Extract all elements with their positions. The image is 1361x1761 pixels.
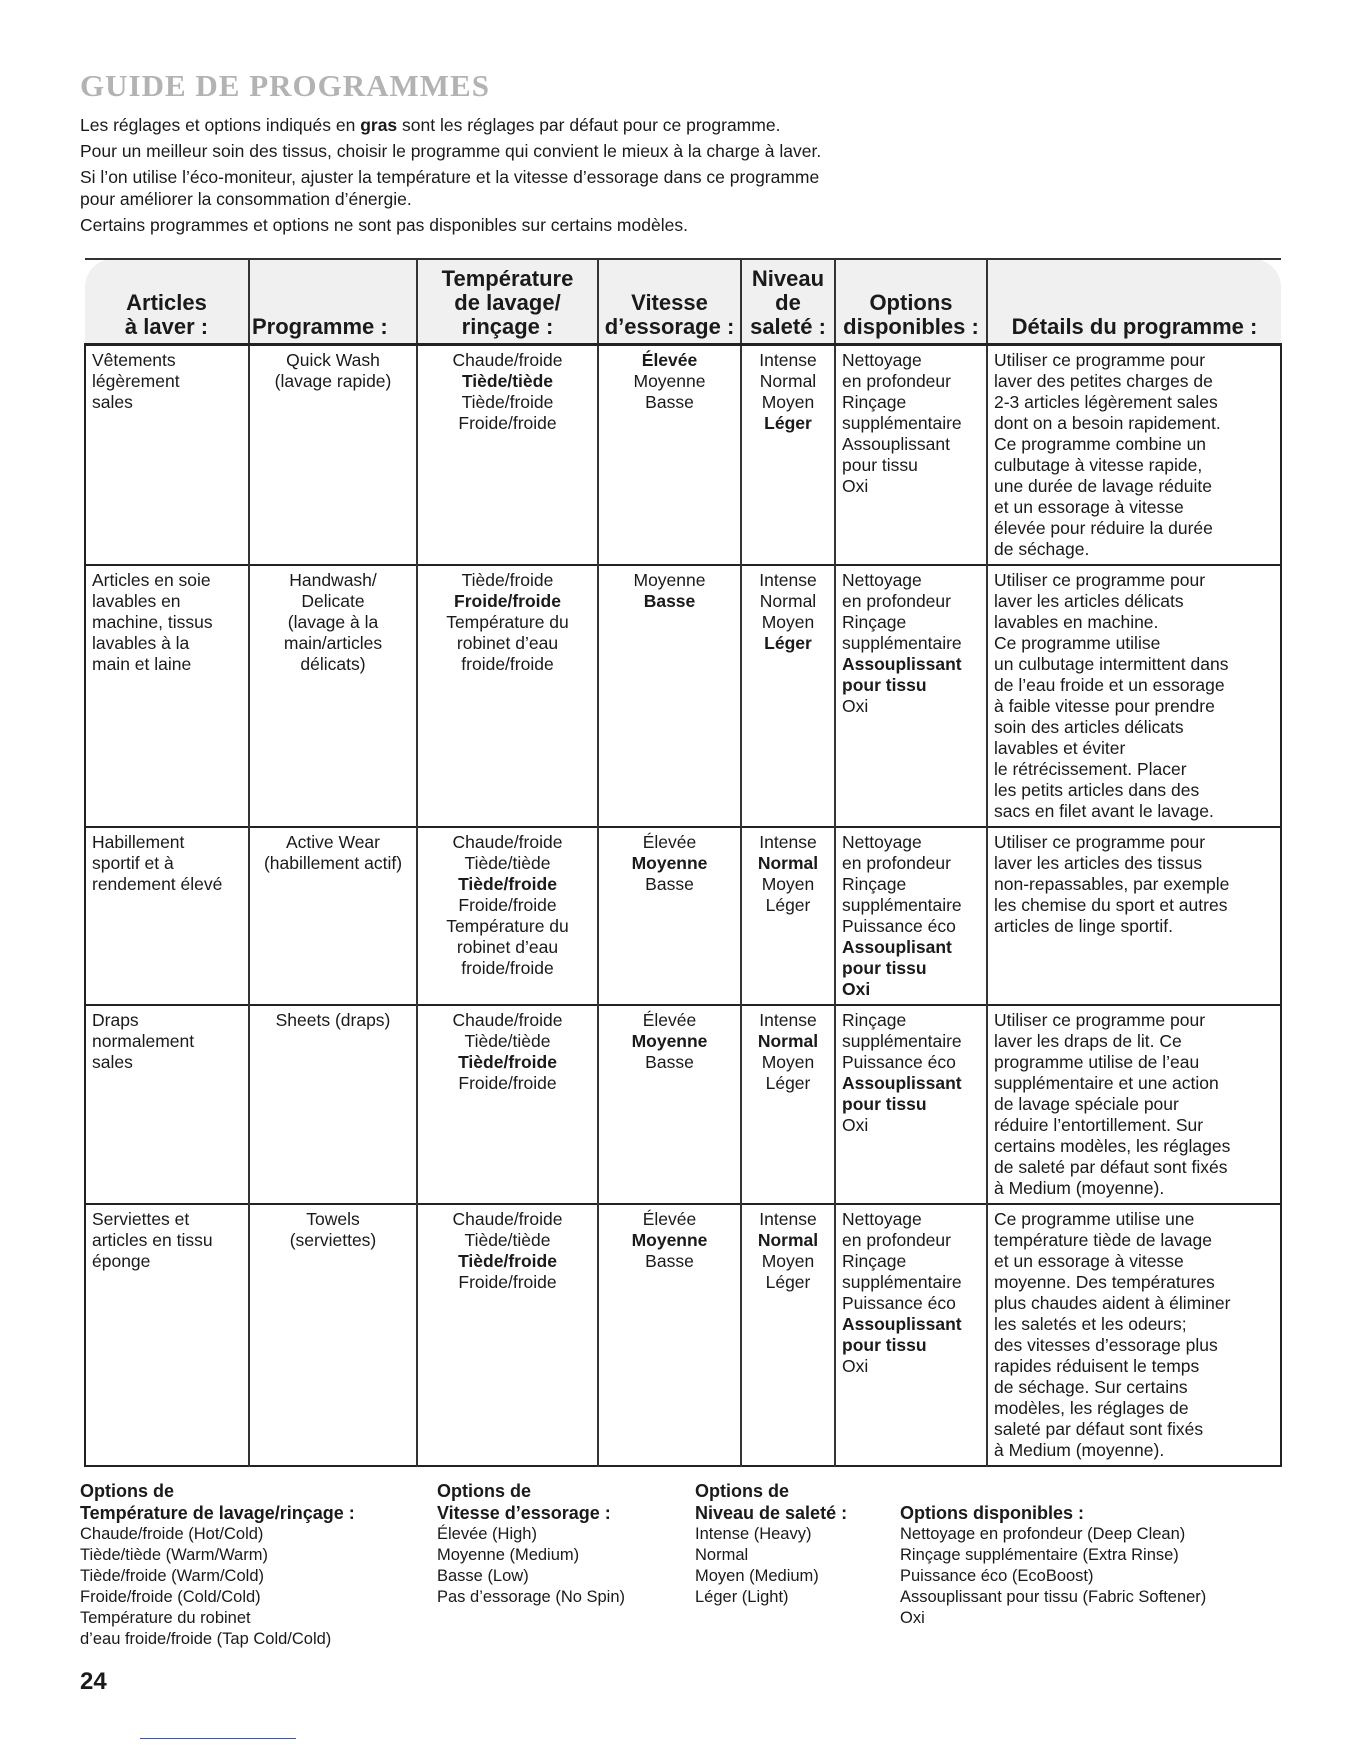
- legend-item: Léger (Light): [695, 1588, 789, 1606]
- cell-text-line: Normal: [757, 1030, 819, 1051]
- cell-text-line: Tiède/tiède: [464, 1229, 551, 1250]
- cell-text-line: éponge: [92, 1250, 151, 1271]
- cell-text-line: Froide/froide: [458, 1072, 557, 1093]
- cell-spin-speed: [598, 565, 741, 827]
- cell-text-line: en profondeur: [842, 852, 951, 873]
- cell-text-line: Tiède/froide: [461, 391, 554, 412]
- cell-text-line: certains modèles, les réglages: [994, 1135, 1231, 1156]
- legend-heading: Vitesse d’essorage :: [437, 1503, 611, 1523]
- cell-text-line: Tiède/tiède: [461, 370, 554, 391]
- header-text-line: saleté :: [750, 313, 826, 339]
- cell-programme: [249, 565, 417, 827]
- legend-heading: Options de: [437, 1481, 531, 1501]
- cell-text-line: rendement élevé: [92, 873, 223, 894]
- header-text-line: Programme :: [252, 313, 388, 339]
- cell-details: [987, 344, 1281, 565]
- cell-text-line: Moyenne: [633, 569, 706, 590]
- header-text-line: rinçage :: [461, 313, 554, 339]
- cell-text-line: Normal: [759, 370, 817, 391]
- cell-text-line: Basse: [645, 1051, 694, 1072]
- cell-text-line: Moyenne: [631, 1030, 708, 1051]
- cell-options: [835, 565, 987, 827]
- cell-text-line: Tiède/tiède: [464, 852, 551, 873]
- cell-text-line: Towels: [306, 1208, 360, 1229]
- cell-text-line: Puissance éco: [842, 1051, 956, 1072]
- cell-text-line: sales: [92, 1051, 133, 1072]
- header-articles: [85, 259, 249, 344]
- cell-text-line: Intense: [759, 1208, 817, 1229]
- legend-group: [80, 1480, 355, 1650]
- header-text-line: Détails du programme :: [1011, 313, 1258, 339]
- cell-programme: [249, 827, 417, 1005]
- header-text-line: d’essorage :: [604, 313, 735, 339]
- cell-text-line: Utiliser ce programme pour: [994, 569, 1206, 590]
- cell-text-line: Oxi: [842, 1355, 869, 1376]
- cell-text-line: supplémentaire: [842, 632, 962, 653]
- cell-text-line: sportif et à: [92, 852, 174, 873]
- cell-text-line: Léger: [765, 894, 811, 915]
- intro-line-eco-monitor: Si l’on utilise l’éco-moniteur, ajuster la température et la vitesse d’essorage dans ce programme pour améliorer la consommation d’énergie.: [80, 167, 820, 209]
- cell-text-line: Léger: [764, 412, 812, 433]
- cell-text-line: des vitesses d’essorage plus: [994, 1334, 1218, 1355]
- cell-text-line: Rinçage: [842, 873, 907, 894]
- cell-text-line: pour tissu: [842, 1334, 927, 1355]
- cell-options: [835, 827, 987, 1005]
- cell-text-line: lavables en machine.: [994, 611, 1159, 632]
- cell-text-line: Oxi: [842, 1114, 869, 1135]
- header-text-line: disponibles :: [843, 313, 979, 339]
- header-details: [987, 259, 1281, 344]
- cell-text-line: soin des articles délicats: [994, 716, 1184, 737]
- cell-text-line: à faible vitesse pour prendre: [994, 695, 1215, 716]
- cell-soil-level: [741, 827, 835, 1005]
- cell-text-line: de l’eau froide et un essorage: [994, 674, 1225, 695]
- cell-text-line: Basse: [645, 391, 694, 412]
- cell-temperature: [417, 1204, 598, 1466]
- legend-item: Intense (Heavy): [695, 1525, 812, 1543]
- legend-item: Assouplissant pour tissu (Fabric Softener): [900, 1588, 1207, 1606]
- cell-text-line: Rinçage: [842, 1009, 907, 1030]
- cell-details: [987, 1005, 1281, 1204]
- cell-text-line: Ce programme combine un: [994, 433, 1207, 454]
- cell-text-line: de séchage. Sur certains: [994, 1376, 1188, 1397]
- cell-text-line: Tiède/froide: [458, 1051, 557, 1072]
- cell-text-line: Active Wear: [285, 831, 380, 852]
- cell-text-line: Tiède/froide: [461, 569, 554, 590]
- cell-text-line: Élevée: [642, 1208, 697, 1229]
- cell-text-line: 2-3 articles légèrement sales: [994, 391, 1218, 412]
- cell-text-line: programme utilise de l’eau: [994, 1051, 1200, 1072]
- cell-text-line: délicats): [300, 653, 366, 674]
- intro-text: [80, 114, 1280, 240]
- cell-text-line: pour tissu: [842, 454, 918, 475]
- cell-text-line: laver les articles délicats: [994, 590, 1184, 611]
- cell-text-line: supplémentaire: [842, 412, 962, 433]
- legend-item: Chaude/froide (Hot/Cold): [80, 1525, 264, 1543]
- cell-text-line: Tiède/tiède: [464, 1030, 551, 1051]
- cell-text-line: (serviettes): [289, 1229, 377, 1250]
- table-row: [85, 1005, 1281, 1204]
- page-title: GUIDE DE PROGRAMMES: [80, 68, 490, 103]
- intro-line-fabric-care: Pour un meilleur soin des tissus, choisir le programme qui convient le mieux à la charge à laver.: [80, 141, 822, 161]
- cell-text-line: lavables à la: [92, 632, 190, 653]
- bottom-rule: [140, 1738, 296, 1739]
- cell-text-line: Chaude/froide: [452, 349, 563, 370]
- cell-text-line: une durée de lavage réduite: [994, 475, 1212, 496]
- cell-text-line: robinet d’eau: [456, 632, 559, 653]
- cell-text-line: réduire l’entortillement. Sur: [994, 1114, 1204, 1135]
- cell-articles: [85, 565, 249, 827]
- legend-item: Tiède/tiède (Warm/Warm): [80, 1546, 268, 1564]
- cell-text-line: Élevée: [642, 831, 697, 852]
- cell-text-line: Froide/froide: [458, 1271, 557, 1292]
- cell-text-line: à Medium (moyenne).: [994, 1439, 1165, 1460]
- cell-articles: [85, 344, 249, 565]
- cell-text-line: Puissance éco: [842, 1292, 956, 1313]
- cell-text-line: Basse: [645, 873, 694, 894]
- cell-text-line: lavables et éviter: [994, 737, 1126, 758]
- cell-text-line: Moyen: [761, 391, 815, 412]
- cell-text-line: Intense: [759, 831, 817, 852]
- cell-soil-level: [741, 1005, 835, 1204]
- cell-text-line: élevée pour réduire la durée: [994, 517, 1213, 538]
- cell-text-line: Moyen: [761, 611, 815, 632]
- table-row: [85, 827, 1281, 1005]
- cell-articles: [85, 1005, 249, 1204]
- header-temperature: [417, 259, 598, 344]
- cell-text-line: Normal: [757, 1229, 819, 1250]
- cell-text-line: Moyenne: [631, 1229, 708, 1250]
- cell-text-line: et un essorage à vitesse: [994, 1250, 1184, 1271]
- cell-text-line: Oxi: [842, 475, 869, 496]
- cell-text-line: Assouplisant: [842, 936, 952, 957]
- cell-text-line: Utiliser ce programme pour: [994, 349, 1206, 370]
- program-guide-table: [84, 258, 1282, 1467]
- cell-text-line: modèles, les réglages de: [994, 1397, 1189, 1418]
- legend-item: Rinçage supplémentaire (Extra Rinse): [900, 1546, 1179, 1564]
- cell-text-line: robinet d’eau: [456, 936, 559, 957]
- cell-text-line: Tiède/froide: [458, 1250, 557, 1271]
- legend-item: Oxi: [900, 1609, 925, 1627]
- cell-text-line: laver des petites charges de: [994, 370, 1213, 391]
- cell-text-line: Assouplissant: [842, 653, 962, 674]
- cell-text-line: les saletés et les odeurs;: [994, 1313, 1187, 1334]
- cell-text-line: de saleté par défaut sont fixés: [994, 1156, 1228, 1177]
- legend-heading: Options de: [80, 1481, 174, 1501]
- cell-text-line: Basse: [645, 1250, 694, 1271]
- cell-text-line: Handwash/: [289, 569, 377, 590]
- cell-options: [835, 344, 987, 565]
- header-text-line: Options: [869, 289, 953, 315]
- legend-heading: Options de: [695, 1481, 789, 1501]
- cell-spin-speed: [598, 1204, 741, 1466]
- cell-text-line: et un essorage à vitesse: [994, 496, 1184, 517]
- cell-text-line: Froide/froide: [454, 590, 561, 611]
- cell-text-line: Assouplissant: [842, 433, 950, 454]
- cell-text-line: Intense: [759, 349, 817, 370]
- legend-item: Tiède/froide (Warm/Cold): [80, 1567, 264, 1585]
- cell-text-line: Moyenne: [631, 852, 708, 873]
- legend-item: d’eau froide/froide (Tap Cold/Cold): [80, 1630, 332, 1648]
- cell-text-line: Nettoyage: [842, 349, 922, 370]
- cell-text-line: Léger: [764, 632, 812, 653]
- cell-text-line: (lavage à la: [287, 611, 379, 632]
- cell-text-line: Normal: [759, 590, 817, 611]
- cell-text-line: normalement: [92, 1030, 195, 1051]
- cell-text-line: Quick Wash: [286, 349, 380, 370]
- table-row: [85, 344, 1281, 565]
- cell-details: [987, 827, 1281, 1005]
- cell-text-line: rapides réduisent le temps: [994, 1355, 1200, 1376]
- legend-heading: Niveau de saleté :: [695, 1503, 848, 1523]
- cell-text-line: Chaude/froide: [452, 1208, 563, 1229]
- legend-item: Pas d’essorage (No Spin): [437, 1588, 626, 1606]
- cell-temperature: [417, 344, 598, 565]
- header-text-line: Niveau: [751, 265, 825, 291]
- cell-text-line: Assouplissant: [842, 1313, 962, 1334]
- cell-text-line: Intense: [759, 569, 817, 590]
- legend-item: Puissance éco (EcoBoost): [900, 1567, 1094, 1585]
- header-options: [835, 259, 987, 344]
- cell-text-line: Moyen: [761, 1051, 815, 1072]
- legend-item: Élevée (High): [437, 1525, 537, 1543]
- cell-text-line: laver les draps de lit. Ce: [994, 1030, 1182, 1051]
- cell-text-line: de lavage spéciale pour: [994, 1093, 1179, 1114]
- legend-heading: Température de lavage/rinçage :: [80, 1503, 355, 1523]
- legend-heading: Options disponibles :: [900, 1503, 1084, 1523]
- cell-text-line: laver les articles des tissus: [994, 852, 1203, 873]
- header-text-line: Vitesse: [631, 289, 708, 315]
- cell-text-line: Ce programme utilise: [994, 632, 1161, 653]
- cell-text-line: Élevée: [642, 1009, 697, 1030]
- cell-text-line: main/articles: [283, 632, 383, 653]
- cell-text-line: (habillement actif): [263, 852, 403, 873]
- cell-text-line: (lavage rapide): [274, 370, 392, 391]
- cell-text-line: Tiède/froide: [458, 873, 557, 894]
- cell-text-line: non-repassables, par exemple: [994, 873, 1230, 894]
- cell-soil-level: [741, 344, 835, 565]
- cell-text-line: Oxi: [842, 695, 869, 716]
- cell-text-line: pour tissu: [842, 957, 927, 978]
- legend-item: Basse (Low): [437, 1567, 529, 1585]
- cell-temperature: [417, 1005, 598, 1204]
- cell-text-line: en profondeur: [842, 590, 951, 611]
- cell-text-line: Élevée: [641, 349, 698, 370]
- header-text-line: de lavage/: [454, 289, 561, 315]
- header-text-line: de: [775, 289, 801, 315]
- cell-text-line: Léger: [765, 1271, 811, 1292]
- cell-text-line: pour tissu: [842, 1093, 927, 1114]
- table-body: [85, 344, 1281, 1466]
- cell-text-line: Normal: [757, 852, 819, 873]
- cell-text-line: les chemise du sport et autres: [994, 894, 1228, 915]
- cell-spin-speed: [598, 1005, 741, 1204]
- cell-text-line: Léger: [765, 1072, 811, 1093]
- cell-text-line: Chaude/froide: [452, 831, 563, 852]
- table-row: [85, 1204, 1281, 1466]
- legend-item: Moyenne (Medium): [437, 1546, 580, 1564]
- cell-text-line: articles de linge sportif.: [994, 915, 1173, 936]
- cell-text-line: dont on a besoin rapidement.: [994, 412, 1221, 433]
- cell-text-line: Température du: [446, 915, 569, 936]
- legend-item: Froide/froide (Cold/Cold): [80, 1588, 261, 1606]
- cell-text-line: Utiliser ce programme pour: [994, 1009, 1206, 1030]
- cell-soil-level: [741, 565, 835, 827]
- cell-text-line: froide/froide: [461, 957, 554, 978]
- legend-item: Nettoyage en profondeur (Deep Clean): [900, 1525, 1186, 1543]
- cell-articles: [85, 1204, 249, 1466]
- cell-text-line: Basse: [643, 590, 696, 611]
- cell-text-line: Ce programme utilise une: [994, 1208, 1195, 1229]
- cell-text-line: un culbutage intermittent dans: [994, 653, 1229, 674]
- cell-text-line: pour tissu: [842, 674, 927, 695]
- cell-text-line: plus chaudes aident à éliminer: [994, 1292, 1231, 1313]
- cell-text-line: sacs en filet avant le lavage.: [994, 800, 1214, 821]
- legend-group: [900, 1502, 1206, 1629]
- header-text-line: Température: [441, 265, 574, 291]
- cell-text-line: Intense: [759, 1009, 817, 1030]
- cell-spin-speed: [598, 827, 741, 1005]
- cell-text-line: saleté par défaut sont fixés: [994, 1418, 1204, 1439]
- cell-text-line: supplémentaire: [842, 1271, 962, 1292]
- cell-text-line: main et laine: [92, 653, 192, 674]
- legend-item: Moyen (Medium): [695, 1567, 819, 1585]
- cell-text-line: supplémentaire et une action: [994, 1072, 1219, 1093]
- cell-text-line: à Medium (moyenne).: [994, 1177, 1165, 1198]
- cell-temperature: [417, 565, 598, 827]
- cell-text-line: Température du: [446, 611, 569, 632]
- cell-text-line: moyenne. Des températures: [994, 1271, 1215, 1292]
- intro-line-defaults: Les réglages et options indiqués en gras sont les réglages par défaut pour ce programme.: [80, 115, 781, 135]
- header-text-line: à laver :: [124, 313, 209, 339]
- cell-soil-level: [741, 1204, 835, 1466]
- cell-text-line: Rinçage: [842, 611, 907, 632]
- cell-options: [835, 1005, 987, 1204]
- cell-details: [987, 565, 1281, 827]
- cell-text-line: lavables en: [92, 590, 181, 611]
- cell-text-line: en profondeur: [842, 370, 951, 391]
- cell-text-line: Sheets (draps): [275, 1009, 391, 1030]
- cell-text-line: Moyen: [761, 873, 815, 894]
- header-vitesse: [598, 259, 741, 344]
- cell-text-line: Draps: [92, 1009, 139, 1030]
- cell-text-line: température tiède de lavage: [994, 1229, 1212, 1250]
- cell-text-line: en profondeur: [842, 1229, 951, 1250]
- legend-item: Normal: [695, 1546, 749, 1564]
- legend-group: [437, 1480, 625, 1608]
- cell-text-line: Nettoyage: [842, 831, 922, 852]
- cell-text-line: Froide/froide: [458, 894, 557, 915]
- cell-text-line: Chaude/froide: [452, 1009, 563, 1030]
- cell-text-line: Moyen: [761, 1250, 815, 1271]
- table-header-row: [85, 259, 1281, 344]
- cell-text-line: articles en tissu: [92, 1229, 213, 1250]
- cell-text-line: Delicate: [301, 590, 365, 611]
- cell-text-line: sales: [92, 391, 133, 412]
- cell-text-line: Nettoyage: [842, 569, 922, 590]
- legend-item: Température du robinet: [80, 1609, 251, 1627]
- page-number: 24: [80, 1668, 107, 1695]
- table-row: [85, 565, 1281, 827]
- cell-spin-speed: [598, 344, 741, 565]
- cell-text-line: supplémentaire: [842, 1030, 962, 1051]
- header-text-line: Articles: [126, 289, 207, 315]
- cell-text-line: supplémentaire: [842, 894, 962, 915]
- cell-text-line: Serviettes et: [92, 1208, 190, 1229]
- cell-temperature: [417, 827, 598, 1005]
- cell-text-line: Oxi: [842, 978, 871, 999]
- cell-programme: [249, 344, 417, 565]
- cell-text-line: froide/froide: [461, 653, 554, 674]
- cell-text-line: le rétrécissement. Placer: [994, 758, 1187, 779]
- cell-text-line: de séchage.: [994, 538, 1090, 559]
- header-salete: [741, 259, 835, 344]
- cell-text-line: Utiliser ce programme pour: [994, 831, 1206, 852]
- cell-articles: [85, 827, 249, 1005]
- cell-text-line: culbutage à vitesse rapide,: [994, 454, 1203, 475]
- cell-text-line: Puissance éco: [842, 915, 956, 936]
- legend-group: [695, 1480, 847, 1608]
- cell-text-line: les petits articles dans des: [994, 779, 1200, 800]
- cell-text-line: Habillement: [92, 831, 185, 852]
- intro-line-availability: Certains programmes et options ne sont pas disponibles sur certains modèles.: [80, 215, 688, 235]
- cell-details: [987, 1204, 1281, 1466]
- cell-programme: [249, 1204, 417, 1466]
- cell-text-line: Rinçage: [842, 1250, 907, 1271]
- cell-text-line: machine, tissus: [92, 611, 213, 632]
- cell-options: [835, 1204, 987, 1466]
- cell-text-line: légèrement: [92, 370, 180, 391]
- cell-text-line: Articles en soie: [92, 569, 211, 590]
- cell-text-line: Froide/froide: [458, 412, 557, 433]
- cell-text-line: Assouplissant: [842, 1072, 962, 1093]
- cell-programme: [249, 1005, 417, 1204]
- cell-text-line: Nettoyage: [842, 1208, 922, 1229]
- cell-text-line: Rinçage: [842, 391, 907, 412]
- header-programme: [249, 259, 417, 344]
- cell-text-line: Moyenne: [633, 370, 706, 391]
- cell-text-line: Vêtements: [92, 349, 176, 370]
